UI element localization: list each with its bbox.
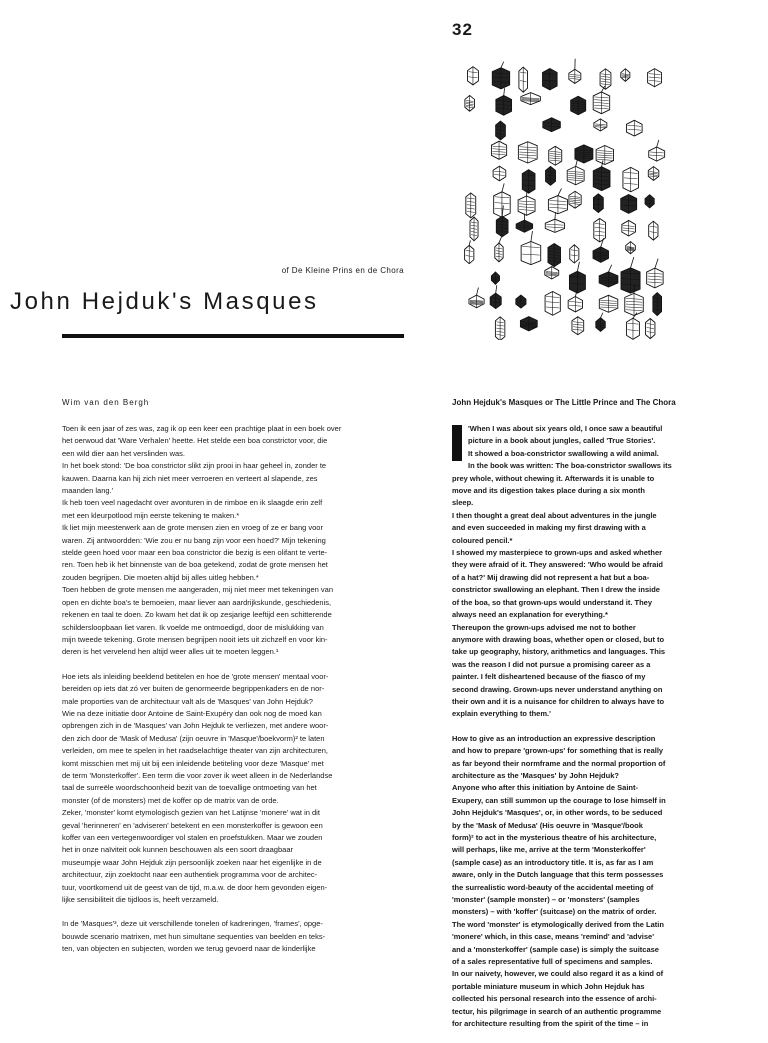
building-sketch bbox=[516, 295, 526, 308]
building-sketch bbox=[626, 242, 636, 254]
building-sketch bbox=[492, 62, 509, 89]
text-line: (sample case) as an introductory title. It is, as far as I am bbox=[452, 857, 712, 869]
text-line: collected his personal research into the essence of archi- bbox=[452, 993, 712, 1005]
building-sketch bbox=[470, 217, 478, 241]
text-line: taal de surreële woordschoonheid bezit van de toevallige ontmoeting van het bbox=[62, 782, 407, 794]
text-line: verleiden, om mee te spelen in het raadselachtige theater van zijn architecturen, bbox=[62, 745, 407, 757]
text-line: In het boek stond: 'De boa constrictor slikt zijn prooi in haar geheel in, zonder te bbox=[62, 460, 407, 472]
building-sketch bbox=[593, 194, 603, 213]
building-sketch bbox=[645, 195, 654, 208]
building-sketch bbox=[491, 141, 506, 159]
building-sketch bbox=[622, 220, 636, 236]
english-title: John Hejduk's Masques or The Little Prince and The Chora bbox=[452, 398, 676, 407]
text-line: and even succeeded in making my first drawing with a bbox=[452, 522, 712, 534]
building-sketch bbox=[569, 191, 581, 208]
text-line: maanden lang.' bbox=[62, 485, 407, 497]
paragraph bbox=[62, 423, 407, 659]
text-line: deren is het vervelend hen altijd weer alles uit te moeten leggen.¹ bbox=[62, 646, 407, 658]
building-sketch bbox=[465, 240, 474, 263]
text-line: portable miniature museum in which John Hejduk has bbox=[452, 981, 712, 993]
building-sketch bbox=[522, 170, 535, 194]
text-line: het in onze naïviteit ook kunnen beschouwen als een soort draagbaar bbox=[62, 844, 407, 856]
text-line: mijn tweede tekening. Grote mensen begrijpen nooit iets uit zichzelf en voor kin- bbox=[62, 634, 407, 646]
page-number: 32 bbox=[452, 20, 473, 40]
text-line: the surrealistic word-beauty of the accidental meeting of bbox=[452, 882, 712, 894]
text-line: and a 'monsterkoffer' (sample case) is simply the suitcase bbox=[452, 944, 712, 956]
text-line: een wild dier aan het verslinden was. bbox=[62, 448, 407, 460]
building-sketch bbox=[548, 243, 561, 266]
text-line: take up geography, history, arithmetics and languages. This bbox=[452, 646, 712, 658]
text-line: de term 'Monsterkoffer'. Een term die voor zover ik weet alleen in de Nederlandse bbox=[62, 770, 407, 782]
text-line: for architecture resulting from the spirit of the time – in bbox=[452, 1018, 712, 1030]
text-line: opbrengen zich in de 'Masques' van John Hejduk te verliezen, met andere woor- bbox=[62, 720, 407, 732]
text-line: they were afraid of it. They answered: 'Who would be afraid bbox=[452, 559, 712, 571]
paragraph bbox=[452, 423, 712, 721]
building-sketch bbox=[648, 167, 659, 181]
building-sketch bbox=[465, 95, 475, 111]
subtitle: of De Kleine Prins en de Chora bbox=[282, 266, 404, 275]
paragraph bbox=[62, 918, 407, 955]
text-line: bereiden op iets dat zó ver buiten de genormeerde begrippenkaders en de nor- bbox=[62, 683, 407, 695]
text-line: schildersloopbaan liet varen. Ik voelde me ontmoedigd, door de mislukking van bbox=[62, 622, 407, 634]
text-line: and how to prepare 'grown-ups' for something that is really bbox=[452, 745, 712, 757]
text-line: male proporties van de architectuur valt als de 'Masques' van John Hejduk? bbox=[62, 696, 407, 708]
building-sketch bbox=[495, 317, 504, 340]
text-line: koffer van een vertegenwoordiger vol stalen en proefstukken. Maar we zouden bbox=[62, 832, 407, 844]
building-sketch bbox=[490, 285, 501, 308]
building-sketch bbox=[648, 69, 662, 87]
building-sketch bbox=[518, 142, 537, 163]
article-title: John Hejduk's Masques bbox=[10, 288, 319, 316]
building-sketch bbox=[623, 167, 639, 191]
text-line: 'When I was about six years old, I once saw a beautiful bbox=[452, 423, 712, 435]
text-line: 'monere' which, in this case, means 'remind' and 'advise' bbox=[452, 931, 712, 943]
text-line: ten, van objecten en subjecten, worden we terug gevoerd naar de kinderlijke bbox=[62, 943, 407, 955]
text-line: 'monster' (sample monster) – or 'monsters' (samples bbox=[452, 894, 712, 906]
text-line: form)² to act in the mysterious theatre of his architecture, bbox=[452, 832, 712, 844]
text-line: monster (of de monsters) met de koffer op de matrix van de orde. bbox=[62, 795, 407, 807]
text-line: second drawing. Grown-ups never understand anything on bbox=[452, 684, 712, 696]
building-sketch bbox=[599, 295, 617, 312]
building-sketch bbox=[626, 120, 642, 136]
english-text-column bbox=[452, 423, 712, 1043]
text-line: constrictor swallowing an elephant. Then I drew the inside bbox=[452, 584, 712, 596]
building-sketch bbox=[469, 287, 484, 307]
text-line: Toen ik een jaar of zes was, zag ik op een keer een prachtige plaat in een boek over bbox=[62, 423, 407, 435]
text-line: How to give as an introduction an expressive description bbox=[452, 733, 712, 745]
building-sketch bbox=[543, 69, 558, 90]
text-line: den zich door de 'Mask of Medusa' (zijn oeuvre in 'Masque'/boekvorm)² te laten bbox=[62, 733, 407, 745]
building-sketch bbox=[596, 146, 613, 165]
building-sketch bbox=[549, 146, 562, 165]
text-line: coloured pencil.* bbox=[452, 535, 712, 547]
building-sketch bbox=[494, 183, 511, 217]
text-line: museumpje waar John Hejduk zijn persoonlijk zoeken naar het eigenlijke in de bbox=[62, 857, 407, 869]
text-line: The word 'monster' is etymologically derived from the Latin bbox=[452, 919, 712, 931]
text-line: In the book was written: The boa-constrictor swallows its bbox=[452, 460, 712, 472]
text-line: painter. I felt disheartened because of the fiasco of my bbox=[452, 671, 712, 683]
building-sketch bbox=[495, 235, 503, 262]
text-line: always need an explanation for everything.* bbox=[452, 609, 712, 621]
architecture-drawing-illustration bbox=[455, 58, 670, 340]
text-line: was the reason I did not pursue a promising career as a bbox=[452, 659, 712, 671]
building-sketch bbox=[496, 88, 512, 115]
building-sketch bbox=[545, 291, 560, 315]
building-sketch bbox=[519, 67, 528, 92]
text-line: bouwde scenario matrixen, met hun simultane sequenties van beelden en teks- bbox=[62, 931, 407, 943]
title-rule bbox=[62, 334, 404, 338]
building-sketch bbox=[600, 69, 611, 89]
building-sketch bbox=[621, 195, 637, 214]
text-line: tectur, his pilgrimage in search of an authentic programme bbox=[452, 1006, 712, 1018]
text-line: In de 'Masques'³, deze uit verschillende tonelen of kadreringen, 'frames', opge- bbox=[62, 918, 407, 930]
text-line: picture in a book about jungles, called 'True Stories'. bbox=[452, 435, 712, 447]
text-line: of a hat?' Mij drawing did not represent a hat but a boa- bbox=[452, 572, 712, 584]
building-sketch bbox=[467, 67, 478, 85]
text-line: tuur, voortkomend uit de geest van de tijd, m.a.w. de door hem gevonden eigen- bbox=[62, 882, 407, 894]
building-sketch bbox=[647, 259, 663, 288]
text-line: aware, only in the Dutch language that this term possesses bbox=[452, 869, 712, 881]
text-line: Hoe iets als inleiding beeldend betitelen en hoe de 'grote mensen' mentaal voor- bbox=[62, 671, 407, 683]
building-sketch bbox=[543, 118, 560, 132]
text-line: waren. Zij antwoordden: 'Wie zou er nu bang zijn voor een hoed?' Mijn tekening bbox=[62, 535, 407, 547]
building-sketch bbox=[593, 86, 609, 114]
building-sketch bbox=[594, 119, 607, 131]
building-sketch bbox=[596, 313, 605, 332]
building-sketch bbox=[593, 160, 610, 190]
text-line: rekenen en taal te doen. Zo kwam het dat ik op zesjarige leeftijd een schitterende bbox=[62, 609, 407, 621]
building-sketch bbox=[546, 167, 556, 186]
building-sketch bbox=[649, 221, 658, 240]
text-line: sleep. bbox=[452, 497, 712, 509]
building-sketch bbox=[646, 319, 655, 339]
text-line: met een kleurpotlood mijn eerste tekening te maken.* bbox=[62, 510, 407, 522]
building-sketch bbox=[571, 96, 586, 115]
building-sketch bbox=[520, 317, 537, 331]
building-sketch bbox=[599, 265, 618, 287]
building-sketch bbox=[567, 160, 584, 185]
text-line: Thereupon the grown-ups advised me not to bother bbox=[452, 622, 712, 634]
illustration-svg bbox=[455, 58, 670, 340]
building-sketch bbox=[653, 293, 662, 316]
text-line: Ik liet mijn meesterwerk aan de grote mensen zien en vroeg of ze er bang voor bbox=[62, 522, 407, 534]
building-sketch bbox=[569, 59, 581, 84]
building-sketch bbox=[491, 272, 499, 284]
drop-cap-bar bbox=[452, 425, 462, 461]
text-line: stelde geen hoed voor maar een boa constrictor die bezig is een olifant te verte- bbox=[62, 547, 407, 559]
text-line: of a sales representative full of specimens and samples. bbox=[452, 956, 712, 968]
building-sketch bbox=[649, 140, 665, 161]
building-sketch bbox=[572, 317, 584, 335]
text-line: John Hejduk's 'Masques', or, in other words, to be seduced bbox=[452, 807, 712, 819]
building-sketch bbox=[548, 188, 567, 213]
text-line: het oerwoud dat 'Ware Verhalen' heette. Het stelde een boa constrictor voor, die bbox=[62, 435, 407, 447]
paragraph bbox=[62, 671, 407, 907]
building-sketch bbox=[570, 245, 579, 263]
text-line: their own and it is a nuisance for children to always have to bbox=[452, 696, 712, 708]
text-line: Zeker, 'monster' komt etymologisch gezien van het Latijnse 'monere' wat in dit bbox=[62, 807, 407, 819]
building-sketch bbox=[545, 267, 559, 279]
text-line: I showed my masterpiece to grown-ups and asked whether bbox=[452, 547, 712, 559]
building-sketch bbox=[521, 231, 541, 265]
building-sketch bbox=[621, 257, 640, 293]
text-line: prey whole, without chewing it. Afterwards it is unable to bbox=[452, 473, 712, 485]
text-line: anymore with drawing boas, whether open or closed, but to bbox=[452, 634, 712, 646]
text-line: move and its digestion takes place during a six month bbox=[452, 485, 712, 497]
text-line: explain everything to them.' bbox=[452, 708, 712, 720]
building-sketch bbox=[493, 166, 506, 181]
building-sketch bbox=[518, 190, 535, 215]
building-sketch bbox=[621, 69, 630, 82]
text-line: komt misschien met mij uit bij een inleidende betiteling voor deze 'Masque' met bbox=[62, 758, 407, 770]
building-sketch bbox=[545, 212, 564, 232]
text-line: open en dichte boa's te bemoeien, maar liever aan aardrijkskunde, geschiedenis, bbox=[62, 597, 407, 609]
building-sketch bbox=[627, 313, 640, 340]
building-sketch bbox=[496, 121, 506, 140]
building-sketch bbox=[516, 214, 532, 233]
text-line: It showed a boa-constrictor swallowing a wild animal. bbox=[452, 448, 712, 460]
text-line: Ik heb toen veel nagedacht over avonturen in de rimboe en ik slaagde erin zelf bbox=[62, 497, 407, 509]
text-line: In our naivety, however, we could also regard it as a kind of bbox=[452, 968, 712, 980]
text-line: ren. Toen heb ik het binnenste van de boa getekend, zodat de grote mensen het bbox=[62, 559, 407, 571]
text-line: Toen hebben de grote mensen me aangeraden, mij niet meer met tekeningen van bbox=[62, 584, 407, 596]
building-sketch bbox=[521, 93, 540, 105]
text-line: kauwen. Daarna kan hij zich niet meer verroeren en verteert al slapende, zes bbox=[62, 473, 407, 485]
text-line: as far beyond their normframe and the normal proportion of bbox=[452, 758, 712, 770]
text-line: monsters) – with 'koffer' (suitcase) on the matrix of order. bbox=[452, 906, 712, 918]
text-line: zouden begrijpen. Die moeten altijd bij alles uitleg hebben.* bbox=[62, 572, 407, 584]
text-line: of the boa, so that grown-ups would understand it. They bbox=[452, 597, 712, 609]
author-name: Wim van den Bergh bbox=[62, 398, 149, 407]
text-line: architectuur, zijn zoektocht naar een authentiek programma voor de architec- bbox=[62, 869, 407, 881]
text-line: I then thought a great deal about adventures in the jungle bbox=[452, 510, 712, 522]
text-line: architecture as the 'Masques' by John Hejduk? bbox=[452, 770, 712, 782]
dutch-text-column bbox=[62, 423, 407, 968]
text-line: geval 'herinneren' en 'adviseren' betekent en een monsterkoffer is gewoon een bbox=[62, 820, 407, 832]
text-line: lijke sensibiliteit die tijdloos is, heeft verzameld. bbox=[62, 894, 407, 906]
text-line: Anyone who after this initiation by Antoine de Saint- bbox=[452, 782, 712, 794]
text-line: Exupery, can still summon up the courage to lose himself in bbox=[452, 795, 712, 807]
paragraph bbox=[452, 733, 712, 1031]
text-line: will perhaps, like me, arrive at the term 'Monsterkoffer' bbox=[452, 844, 712, 856]
text-line: by the 'Mask of Medusa' (His oeuvre in 'Masque'/book bbox=[452, 820, 712, 832]
text-line: Wie na deze initiatie door Antoine de Saint-Exupéry dan ook nog de moed kan bbox=[62, 708, 407, 720]
building-sketch bbox=[466, 193, 476, 218]
